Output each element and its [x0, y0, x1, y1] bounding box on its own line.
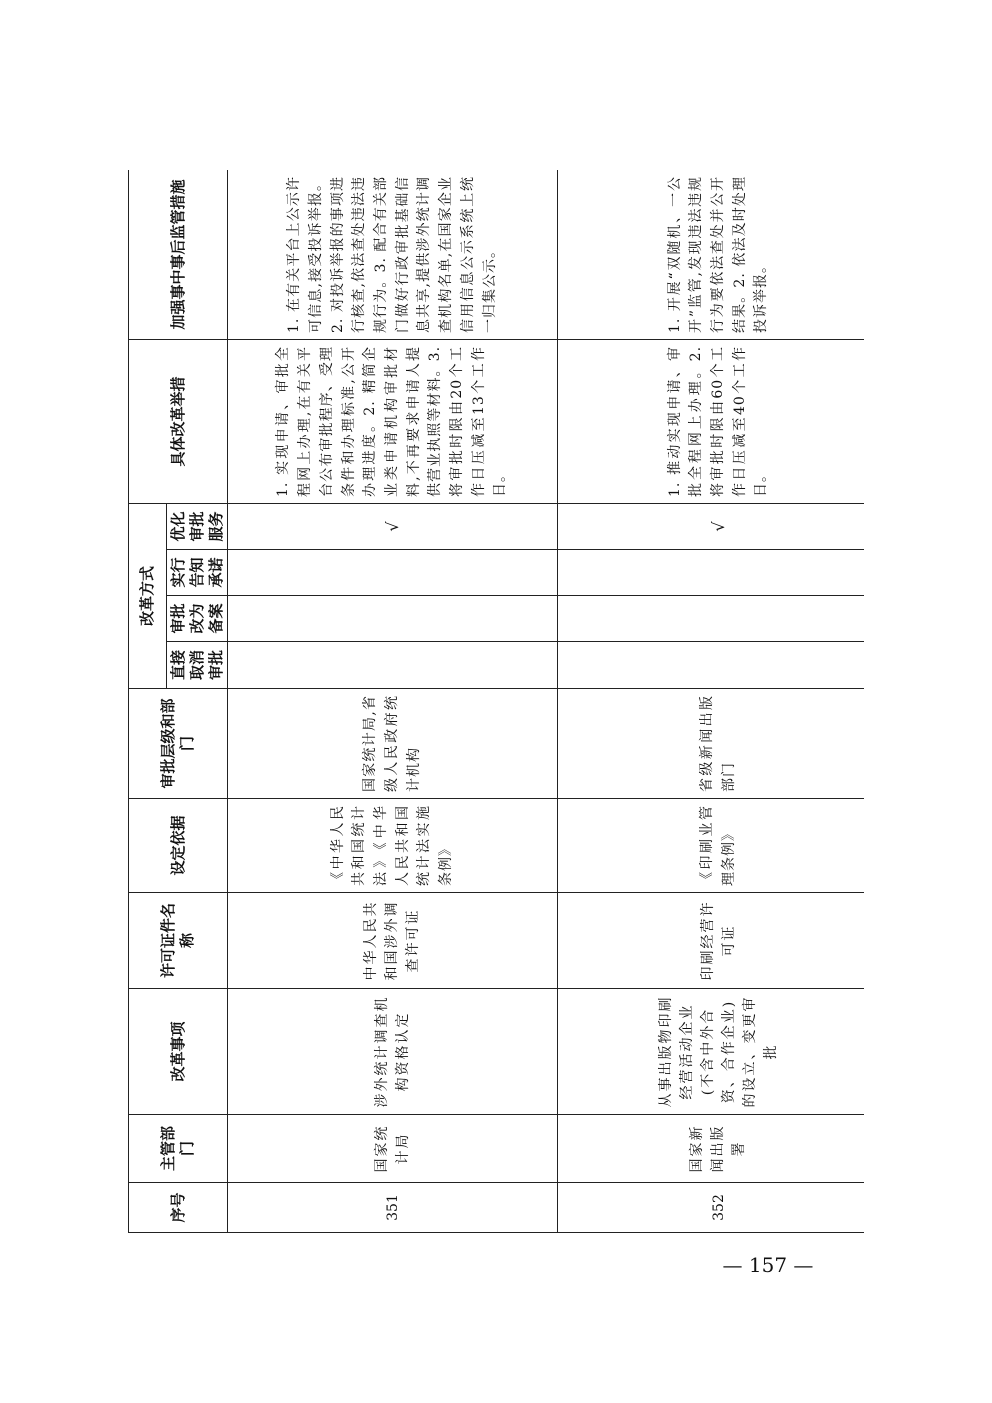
cell-mode-optimize: √ [228, 503, 558, 549]
cell-measures: 1. 推动实现申请、审批全程网上办理。2. 将审批时限由60个工作日压减至40个工作日。 [558, 339, 864, 503]
cell-level: 国家统计局,省级人民政府统计机构 [228, 689, 558, 799]
header-reform-mode: 改革方式 [129, 503, 167, 688]
header-seq: 序号 [129, 1183, 228, 1233]
header-mode-optimize: 优化审批服务 [167, 503, 228, 549]
header-mode-promise: 实行告知承诺 [167, 550, 228, 596]
cell-dept: 国家统计局 [228, 1115, 558, 1183]
cell-permit-name: 中华人民共和国涉外调查许可证 [228, 893, 558, 989]
table-row [228, 170, 558, 1233]
cell-supervision: 1. 开展“双随机、一公开”监管,发现违法违规行为要依法查处并公开结果。2. 依法及时处理投诉举报。 [558, 170, 864, 339]
table-row [558, 170, 864, 1233]
cell-basis: 《印刷业管理条例》 [558, 799, 864, 893]
cell-dept: 国家新闻出版署 [558, 1115, 864, 1183]
landscape-table [128, 170, 864, 1233]
header-row-1 [129, 170, 167, 1233]
cell-seq: 352 [558, 1183, 864, 1233]
header-mode-cancel: 直接取消审批 [167, 642, 228, 689]
cell-mode-filing [228, 596, 558, 642]
header-dept: 主管部门 [129, 1115, 228, 1183]
cell-item: 涉外统计调查机构资格认定 [228, 989, 558, 1115]
cell-level: 省级新闻出版部门 [558, 689, 864, 799]
cell-permit-name: 印刷经营许可证 [558, 893, 864, 989]
header-item: 改革事项 [129, 989, 228, 1115]
cell-mode-promise [558, 550, 864, 596]
page-number: — 157 — [722, 1253, 814, 1277]
header-level: 审批层级和部门 [129, 689, 228, 799]
cell-mode-cancel [558, 642, 864, 689]
header-measures: 具体改革举措 [129, 339, 228, 503]
cell-basis: 《中华人民共和国统计法》《中华人民共和国统计法实施条例》 [228, 799, 558, 893]
cell-mode-optimize: √ [558, 503, 864, 549]
header-mode-filing: 审批改为备案 [167, 596, 228, 642]
header-supervision: 加强事中事后监管措施 [129, 170, 228, 339]
reform-table [128, 170, 864, 1233]
cell-measures: 1. 实现申请、审批全程网上办理,在有关平台公布审批程序、受理条件和办理标准,公开办理进度。2. 精简企业类申请机构审批材料,不再要求申请人提供营业执照等材料。3. 将审批时限由20个工作日压减至13个工作日。 [228, 339, 558, 503]
cell-mode-filing [558, 596, 864, 642]
cell-supervision: 1. 在有关平台上公示许可信息,接受投诉举报。2. 对投诉举报的事项进行核查,依法查处违法违规行为。3. 配合有关部门做好行政审批基础信息共享,提供涉外统计调查机构名单,在国家企业信用信息公示系统上统一归集公示。 [228, 170, 558, 339]
rotated-table-container [128, 170, 864, 1233]
header-permit-name: 许可证件名称 [129, 893, 228, 989]
cell-mode-cancel [228, 642, 558, 689]
cell-seq: 351 [228, 1183, 558, 1233]
cell-item: 从事出版物印刷经营活动企业(不含中外合资、合作企业)的设立、变更审批 [558, 989, 864, 1115]
cell-mode-promise [228, 550, 558, 596]
header-basis: 设定依据 [129, 799, 228, 893]
